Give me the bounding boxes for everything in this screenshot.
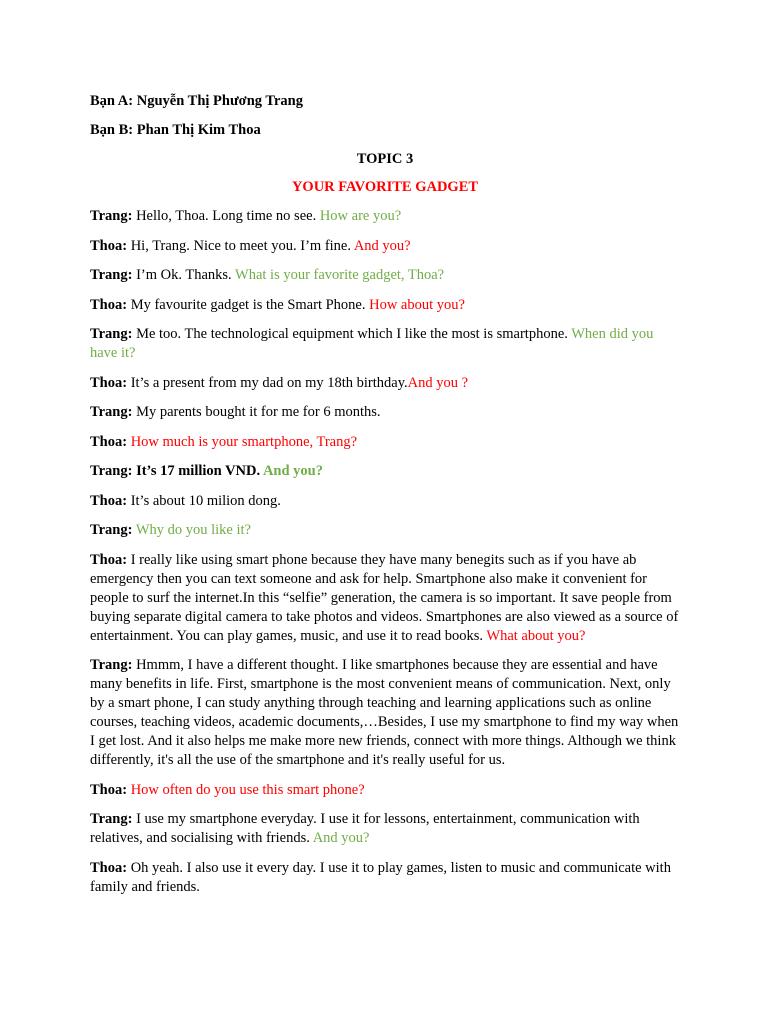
speaker-label: Thoa: xyxy=(90,781,128,798)
speaker-label: Trang: xyxy=(90,404,133,420)
speaker-label: Thoa: xyxy=(90,237,128,254)
dialogue-line xyxy=(90,551,680,646)
speaker-label: Thoa: xyxy=(90,551,128,568)
dialogue-line xyxy=(90,325,680,363)
speaker-label: Trang: xyxy=(90,326,133,342)
dialogue-line xyxy=(90,859,680,897)
dialogue-text: Why do you like it? xyxy=(135,522,251,538)
speaker-label: Trang: xyxy=(90,522,133,538)
speaker-label: Trang: xyxy=(90,657,133,673)
dialogue-line xyxy=(90,403,680,422)
dialogue-text: Hmmm, I have a different thought. I like smartphones because they are essential and have many benefits in life. First, smartphone is the most convenient means of communication. Next, only by a smart phone, I can study anything through teaching and learning applications such as online courses, teaching videos, academic documents,…Besides, I use my smartphone to find my way when I get lost. And it also helps me make more new friends, connect with more things. Although we think differently, it's all the use of the smartphone and it's really useful for us. xyxy=(90,657,679,768)
dialogue xyxy=(90,207,680,897)
dialogue-text: And you ? xyxy=(407,374,469,391)
speaker-label: Thoa: xyxy=(90,492,128,509)
speaker-label: Thoa: xyxy=(90,433,128,450)
dialogue-text: Hello, Thoa. Long time no see. xyxy=(132,208,320,224)
dialogue-text: What about you? xyxy=(486,627,586,644)
dialogue-text: And you? xyxy=(262,463,323,479)
dialogue-text: I use my smartphone everyday. I use it for lessons, entertainment, communication with relatives, and socialising with friends. xyxy=(90,811,640,846)
dialogue-line xyxy=(90,656,680,770)
dialogue-text: Hi, Trang. Nice to meet you. I’m fine. xyxy=(127,237,354,254)
participant-b-name: Phan Thị Kim Thoa xyxy=(136,122,261,138)
participant-b xyxy=(90,121,680,140)
dialogue-text: It’s about 10 milion dong. xyxy=(127,492,281,509)
dialogue-line xyxy=(90,374,680,393)
dialogue-text: It’s a present from my dad on my 18th birthday. xyxy=(127,374,408,391)
dialogue-text: And you? xyxy=(353,237,411,254)
dialogue-text: How about you? xyxy=(369,296,465,313)
dialogue-text: Me too. The technological equipment which I like the most is smartphone. xyxy=(132,326,572,342)
dialogue-line xyxy=(90,207,680,226)
dialogue-line xyxy=(90,492,680,511)
speaker-label: Thoa: xyxy=(90,859,128,876)
speaker-label: Trang: xyxy=(90,208,133,224)
participant-a xyxy=(90,92,680,111)
dialogue-text: How much is your smartphone, Trang? xyxy=(130,433,358,450)
dialogue-text: My parents bought it for me for 6 months. xyxy=(132,404,381,420)
dialogue-text: I really like using smart phone because they have many benegits such as if you have ab emergency then you can text someone and ask for help. Smartphone also make it convenient for people to surf the internet.In this “selfie” generation, the camera is so important. It save people from buying separate digital camera to take photos and videos. Smartphones are also viewed as a source of entertainment. You can play games, music, and use it to read books. xyxy=(90,551,679,644)
dialogue-text: I’m Ok. Thanks. xyxy=(132,267,236,283)
dialogue-line xyxy=(90,433,680,452)
dialogue-text: How often do you use this smart phone? xyxy=(130,781,365,798)
participant-a-name: Nguyễn Thị Phương Trang xyxy=(136,93,303,109)
dialogue-text: My favourite gadget is the Smart Phone. xyxy=(127,296,370,313)
speaker-label: Thoa: xyxy=(90,374,128,391)
topic-heading: TOPIC 3 xyxy=(356,151,414,167)
dialogue-line xyxy=(90,296,680,315)
dialogue-text: How are you? xyxy=(319,208,402,224)
dialogue-line xyxy=(90,521,680,540)
dialogue-line xyxy=(90,810,680,848)
speaker-label: Trang: xyxy=(90,267,133,283)
participant-a-label: Bạn A: xyxy=(90,93,134,109)
participant-b-label: Bạn B: xyxy=(90,122,134,138)
dialogue-text: Oh yeah. I also use it every day. I use it to play games, listen to music and communicate with family and friends. xyxy=(90,859,671,895)
speaker-label: Trang: xyxy=(90,463,133,479)
dialogue-line xyxy=(90,462,680,481)
dialogue-text: It’s 17 million VND. xyxy=(132,463,263,479)
dialogue-text: What is your favorite gadget, Thoa? xyxy=(235,267,445,283)
dialogue-line xyxy=(90,237,680,256)
speaker-label: Trang: xyxy=(90,811,133,827)
dialogue-text: And you? xyxy=(312,830,370,846)
speaker-label: Thoa: xyxy=(90,296,128,313)
dialogue-line xyxy=(90,266,680,285)
document-title: YOUR FAVORITE GADGET xyxy=(291,179,479,195)
dialogue-line xyxy=(90,781,680,800)
dialogue-text: When did you have it? xyxy=(90,326,654,361)
